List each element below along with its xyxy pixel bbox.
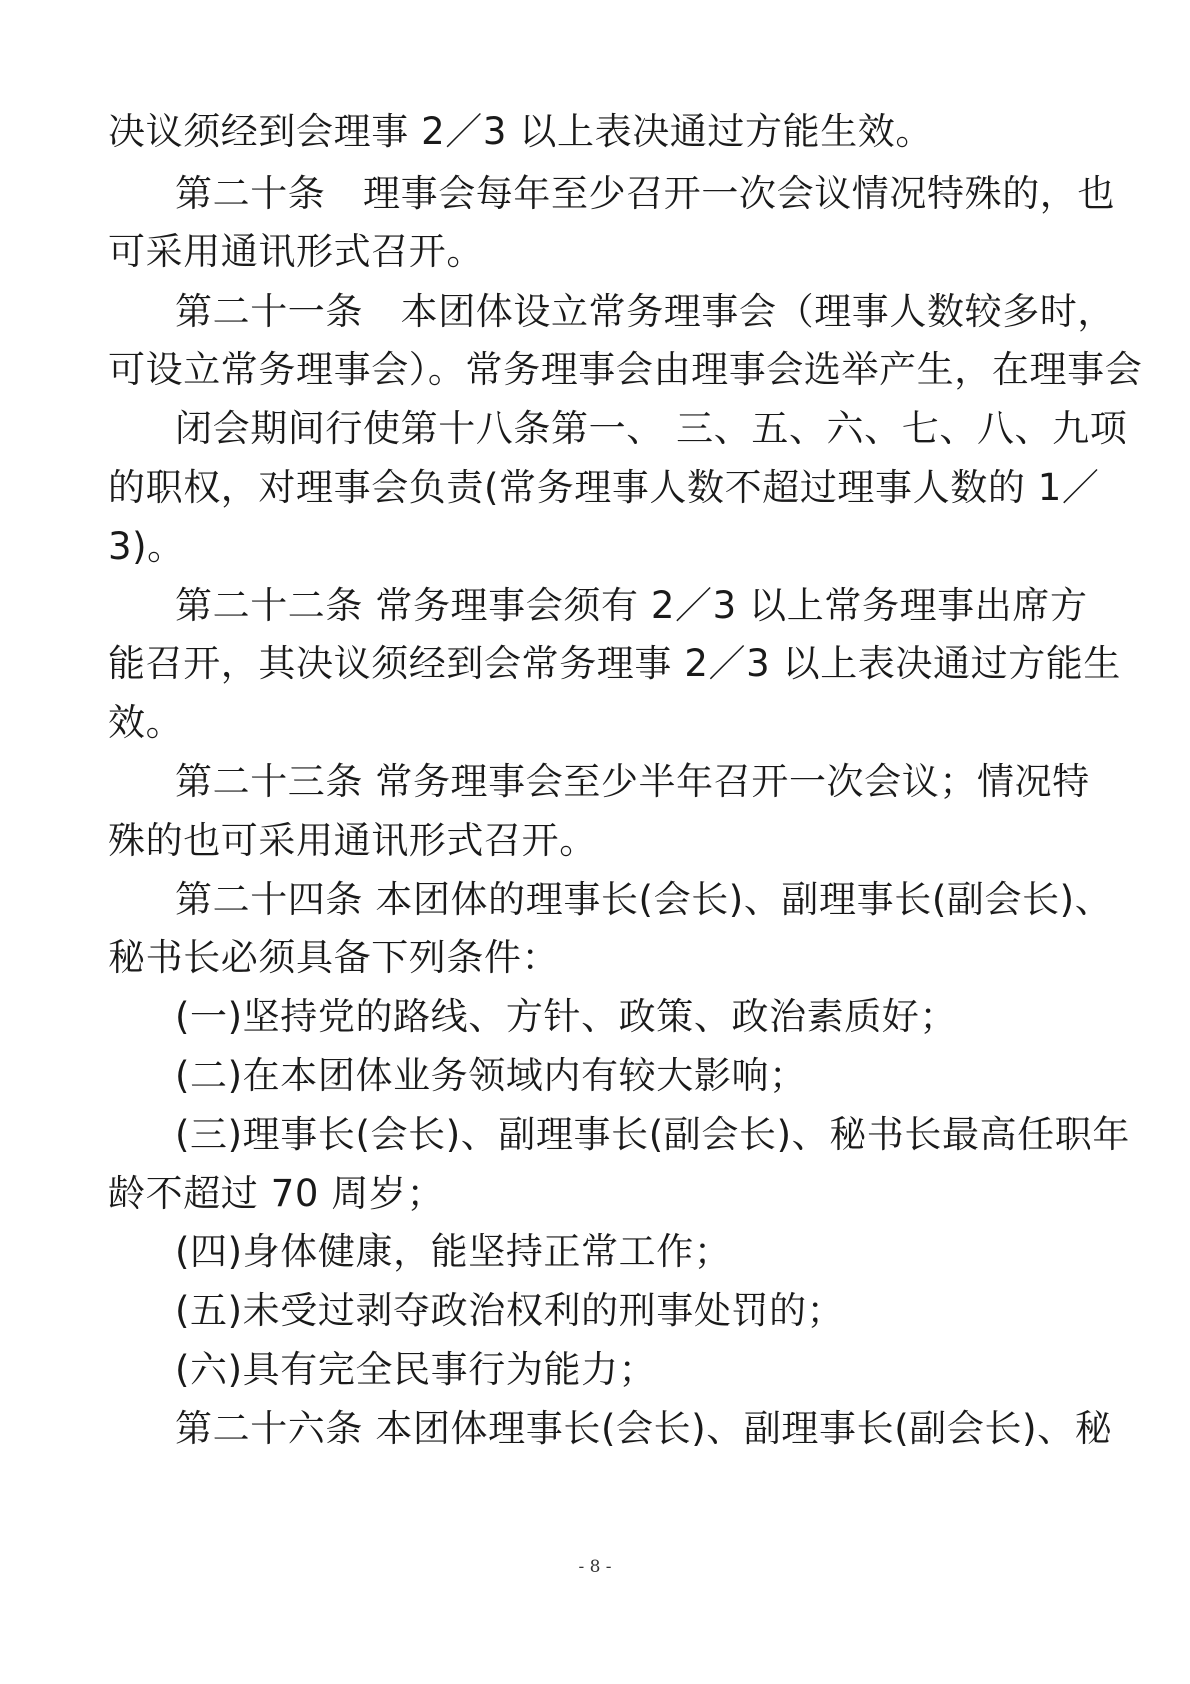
text-line: (六)具有完全民事行为能力； bbox=[175, 1348, 657, 1391]
text-line: 效。 bbox=[108, 701, 184, 744]
text-line: 第二十一条 本团体设立常务理事会（理事人数较多时， bbox=[175, 290, 1115, 333]
text-line: 可设立常务理事会）。常务理事会由理事会选举产生，在理事会 bbox=[108, 348, 1143, 391]
text-line: 决议须经到会理事 2／3 以上表决通过方能生效。 bbox=[108, 110, 934, 153]
text-line: 第二十六条 本团体理事长(会长)、副理事长(副会长)、秘 bbox=[175, 1407, 1113, 1450]
text-line: 龄不超过 70 周岁； bbox=[108, 1172, 445, 1215]
text-line: (一)坚持党的路线、方针、政策、政治素质好； bbox=[175, 995, 958, 1038]
text-line: 可采用通讯形式召开。 bbox=[108, 230, 484, 273]
text-line: 闭会期间行使第十八条第一、 三、五、六、七、八、九项 bbox=[175, 407, 1128, 450]
text-line: 3)。 bbox=[108, 525, 185, 568]
text-line: 殊的也可采用通讯形式召开。 bbox=[108, 819, 597, 862]
text-line: (四)身体健康，能坚持正常工作； bbox=[175, 1230, 732, 1273]
text-line: 的职权，对理事会负责(常务理事人数不超过理事人数的 1／ bbox=[108, 466, 1100, 509]
text-line: 第二十条 理事会每年至少召开一次会议情况特殊的，也 bbox=[175, 172, 1115, 215]
text-line: 第二十二条 常务理事会须有 2／3 以上常务理事出席方 bbox=[175, 584, 1088, 627]
text-line: 能召开，其决议须经到会常务理事 2／3 以上表决通过方能生 bbox=[108, 642, 1122, 685]
text-line: 秘书长必须具备下列条件： bbox=[108, 936, 560, 979]
text-line: 第二十三条 常务理事会至少半年召开一次会议；情况特 bbox=[175, 760, 1090, 803]
text-line: (五)未受过剥夺政治权利的刑事处罚的； bbox=[175, 1289, 845, 1332]
page-number: - 8 - bbox=[578, 1557, 612, 1577]
text-line: 第二十四条 本团体的理事长(会长)、副理事长(副会长)、 bbox=[175, 878, 1113, 921]
text-line: (二)在本团体业务领域内有较大影响； bbox=[175, 1054, 807, 1097]
text-line: (三)理事长(会长)、副理事长(副会长)、秘书长最高任职年 bbox=[175, 1113, 1131, 1156]
